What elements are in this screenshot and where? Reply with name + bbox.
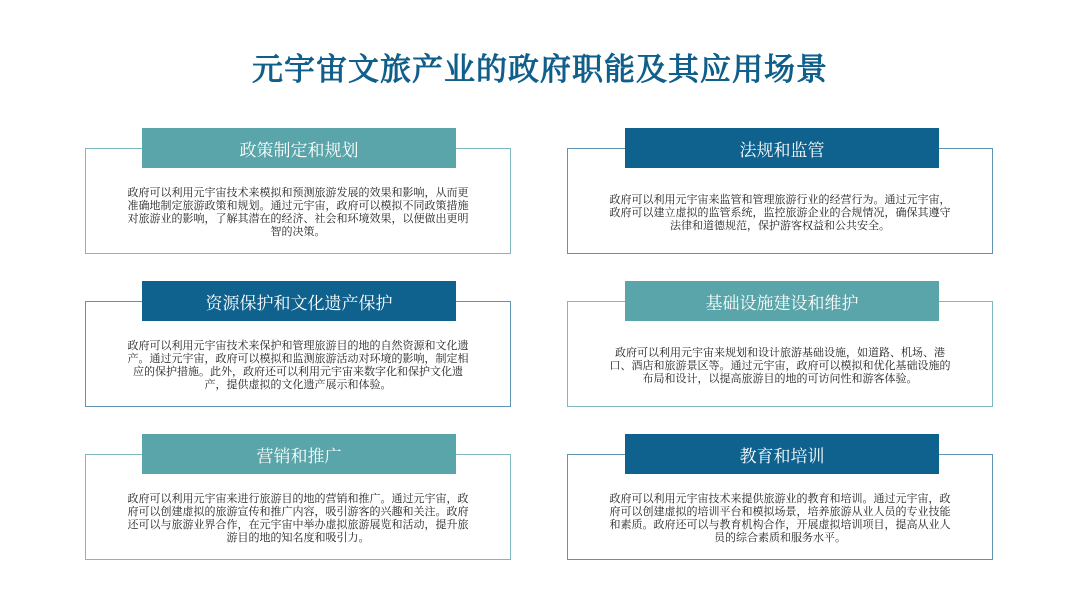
- card-regulation-supervision-heading: 法规和监管: [625, 128, 939, 168]
- card-policy-planning-heading: 政策制定和规划: [142, 128, 456, 168]
- card-resource-heritage-protection-text: 政府可以利用元宇宙技术来保护和管理旅游目的地的自然资源和文化遗产。通过元宇宙，政府可以模拟和监测旅游活动对环境的影响，制定相应的保护措施。此外，政府还可以利用元宇宙来数字化和保护文化遗产，提供虚拟的文化遗产展示和体验。: [127, 339, 469, 391]
- page-title: 元宇宙文旅产业的政府职能及其应用场景: [252, 52, 828, 88]
- card-infrastructure-text: 政府可以利用元宇宙来规划和设计旅游基础设施，如道路、机场、港口、酒店和旅游景区等。通过元宇宙，政府可以模拟和优化基础设施的布局和设计，以提高旅游目的地的可访问性和游客体验。: [609, 345, 951, 385]
- card-education-training-text: 政府可以利用元宇宙技术来提供旅游业的教育和培训。通过元宇宙，政府可以创建虚拟的培训平台和模拟场景，培养旅游从业人员的专业技能和素质。政府还可以与教育机构合作，开展虚拟培训项目，提高从业人员的综合素质和服务水平。: [609, 492, 951, 544]
- card-education-training-heading: 教育和培训: [625, 434, 939, 474]
- card-regulation-supervision-text: 政府可以利用元宇宙来监管和管理旅游行业的经营行为。通过元宇宙，政府可以建立虚拟的监管系统，监控旅游企业的合规情况，确保其遵守法律和道德规范，保护游客权益和公共安全。: [609, 192, 951, 232]
- card-resource-heritage-protection-heading: 资源保护和文化遗产保护: [142, 281, 456, 321]
- card-marketing-promotion-heading: 营销和推广: [142, 434, 456, 474]
- card-infrastructure-heading: 基础设施建设和维护: [625, 281, 939, 321]
- card-policy-planning-text: 政府可以利用元宇宙技术来模拟和预测旅游发展的效果和影响，从而更准确地制定旅游政策和规划。通过元宇宙，政府可以模拟不同政策措施对旅游业的影响，了解其潜在的经济、社会和环境效果，以便做出更明智的决策。: [127, 186, 469, 238]
- card-marketing-promotion-text: 政府可以利用元宇宙来进行旅游目的地的营销和推广。通过元宇宙，政府可以创建虚拟的旅游宣传和推广内容，吸引游客的兴趣和关注。政府还可以与旅游业界合作，在元宇宙中举办虚拟旅游展览和活动，提升旅游目的地的知名度和吸引力。: [127, 492, 469, 544]
